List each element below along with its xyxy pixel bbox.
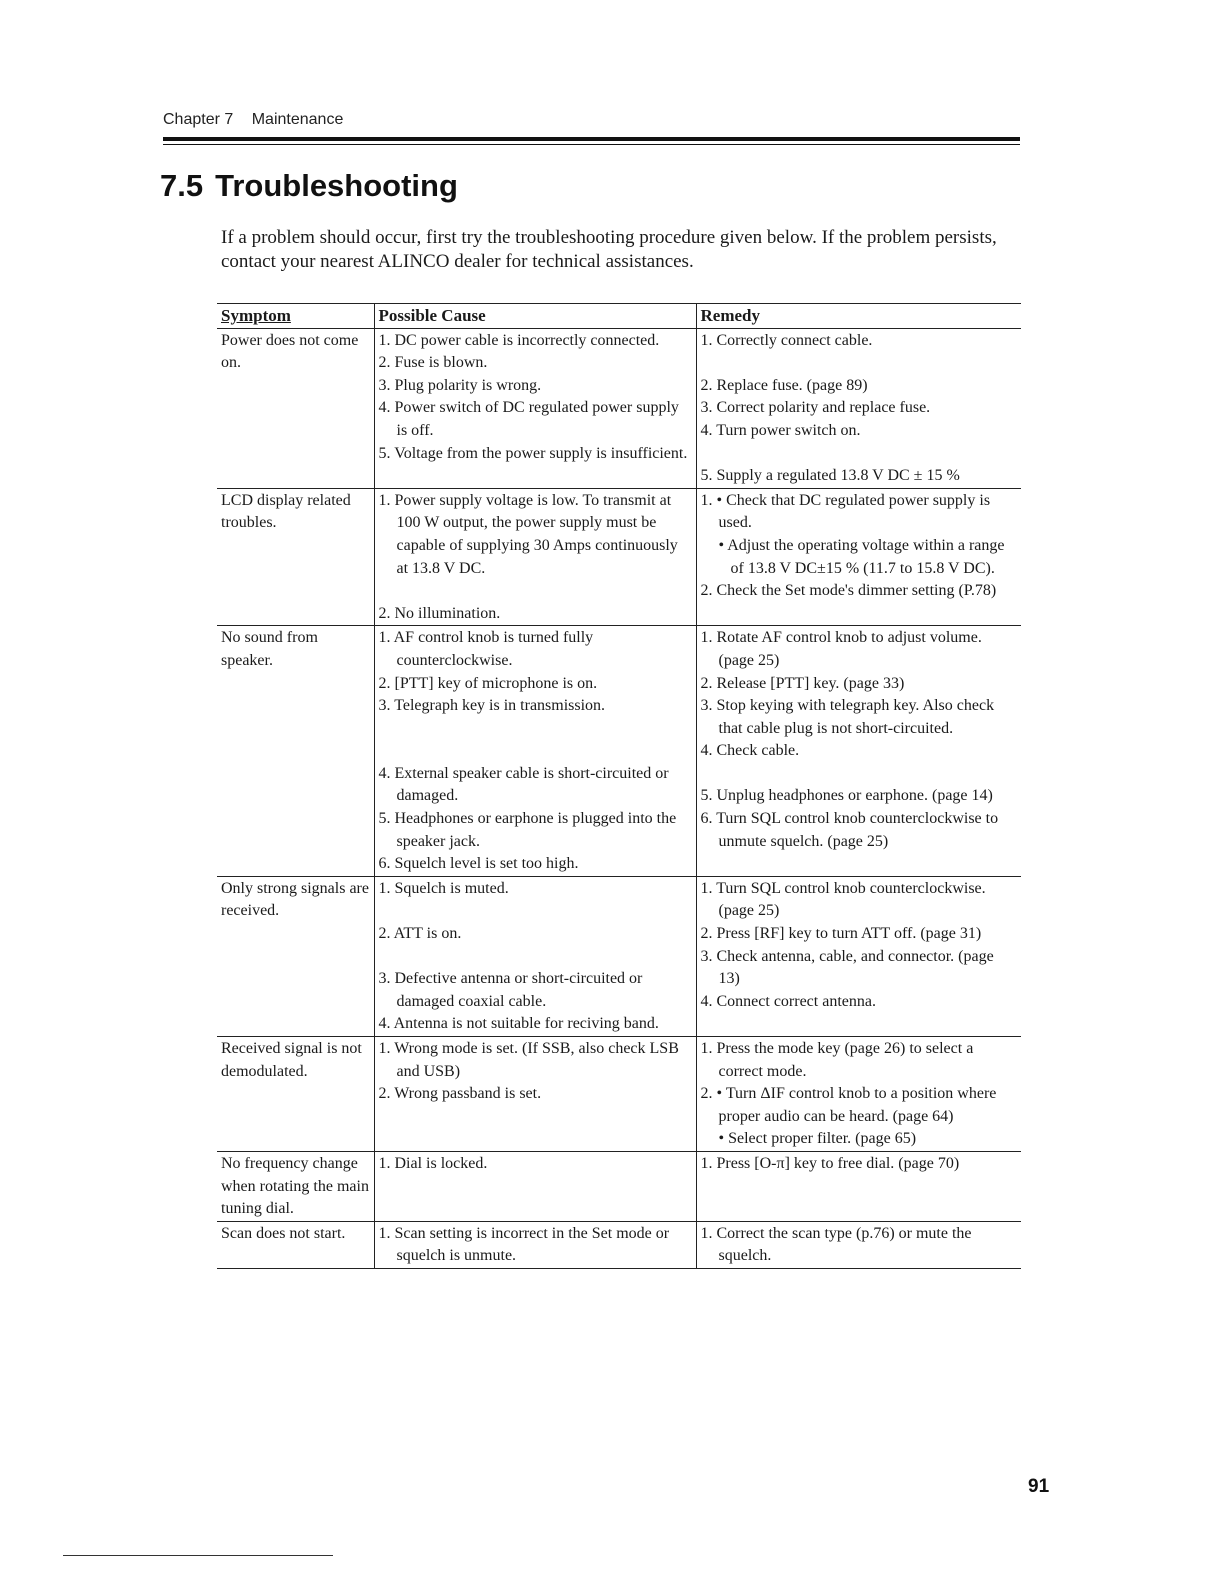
remedy-item: 1. Correctly connect cable. <box>700 331 873 349</box>
cause-cell <box>374 1037 696 1152</box>
remedy-item: 5. Unplug headphones or earphone. (page 14) <box>700 787 993 805</box>
symptom-cell: Power does not come on. <box>217 328 374 488</box>
remedy-item: 4. Turn power switch on. <box>700 421 861 439</box>
cause-header: Possible Cause <box>374 304 696 329</box>
cause-item: 2. Fuse is blown. <box>378 354 488 372</box>
cause-item: 2. Wrong passband is set. <box>378 1085 542 1103</box>
remedy-item: 1. Turn SQL control knob counterclockwise. (page 25) <box>700 879 986 920</box>
cause-item: 3. Plug polarity is wrong. <box>378 376 542 394</box>
symptom-header: Symptom <box>217 304 374 329</box>
header-rule-thin <box>163 144 1020 145</box>
symptom-cell: Scan does not start. <box>217 1221 374 1268</box>
remedy-item: 2. • Turn ΔIF control knob to a position where proper audio can be heard. (page 64) <box>700 1085 997 1125</box>
table-row <box>217 876 1021 1036</box>
cause-item: 2. ATT is on. <box>378 925 462 943</box>
remedy-item: 4. Check cable. <box>700 742 800 760</box>
remedy-cell <box>696 1221 1021 1268</box>
cause-item: 6. Squelch level is set too high. <box>378 855 579 873</box>
remedy-item: 1. Press [O‑π] key to free dial. (page 70) <box>700 1154 960 1172</box>
cause-cell <box>374 488 696 626</box>
remedy-cell <box>696 876 1021 1036</box>
remedy-cell <box>696 626 1021 877</box>
cause-item: 1. AF control knob is turned fully counterclockwise. <box>378 629 594 669</box>
remedy-item: 2. Release [PTT] key. (page 33) <box>700 674 905 692</box>
header-rule <box>163 137 1020 141</box>
table-row <box>217 1221 1021 1268</box>
cause-item: 4. Antenna is not suitable for reciving band. <box>378 1015 659 1033</box>
cause-item: 1. DC power cable is incorrectly connected. <box>378 331 660 349</box>
remedy-item: 2. Check the Set mode's dimmer setting (P.78) <box>700 582 997 600</box>
cause-item: 1. Dial is locked. <box>378 1154 488 1172</box>
intro-paragraph: If a problem should occur, first try the troubleshooting procedure given below. If the problem persists, contact your nearest ALINCO dealer for technical assistances. <box>221 227 997 272</box>
symptom-cell: Only strong signals are received. <box>217 876 374 1036</box>
symptom-cell: LCD display related troubles. <box>217 488 374 626</box>
footer-rule <box>63 1555 333 1556</box>
remedy-item: 1. • Check that DC regulated power supply is used. <box>700 491 991 532</box>
symptom-cell: No sound from speaker. <box>217 626 374 877</box>
cause-cell <box>374 1221 696 1268</box>
cause-item: 1. Squelch is muted. <box>378 879 509 897</box>
table-row <box>217 1037 1021 1152</box>
troubleshooting-table <box>217 303 1021 1269</box>
running-header <box>163 111 343 129</box>
cause-cell <box>374 1151 696 1221</box>
remedy-item: 2. Press [RF] key to turn ATT off. (page 31) <box>700 925 982 943</box>
remedy-item: 3. Correct polarity and replace fuse. <box>700 399 931 417</box>
cause-item: 1. Power supply voltage is low. To transmit at 100 W output, the power supply must be capable of supplying 30 Amps continuously at 13.8 V DC. <box>378 491 678 577</box>
table-row <box>217 626 1021 877</box>
remedy-item: 3. Check antenna, cable, and connector. (page 13) <box>700 947 994 988</box>
remedy-item: 2. Replace fuse. (page 89) <box>700 376 868 394</box>
remedy-cell <box>696 488 1021 626</box>
chapter-name: Maintenance <box>251 111 344 128</box>
remedy-item: 4. Connect correct antenna. <box>700 992 876 1010</box>
cause-item: 2. No illumination. <box>378 604 501 622</box>
cause-item: 4. Power switch of DC regulated power supply is off. <box>378 399 679 439</box>
cause-item: 5. Headphones or earphone is plugged into the speaker jack. <box>378 810 677 850</box>
remedy-bullet: • Select proper filter. (page 65) <box>718 1130 917 1148</box>
remedy-item: 1. Correct the scan type (p.76) or mute the squelch. <box>700 1224 972 1265</box>
symptom-cell: No frequency change when rotating the main tuning dial. <box>217 1151 374 1221</box>
table-header-row <box>217 304 1021 329</box>
cause-item: 3. Telegraph key is in transmission. <box>378 697 606 715</box>
table-row <box>217 1151 1021 1221</box>
cause-item: 1. Wrong mode is set. (If SSB, also check LSB and USB) <box>378 1040 679 1080</box>
remedy-header: Remedy <box>696 304 1021 329</box>
remedy-item: 3. Stop keying with telegraph key. Also check that cable plug is not short-circuited. <box>700 697 995 737</box>
cause-item: 1. Scan setting is incorrect in the Set mode or squelch is unmute. <box>378 1224 670 1265</box>
symptom-cell: Received signal is not demodulated. <box>217 1037 374 1152</box>
section-title-text: Troubleshooting <box>215 168 458 203</box>
cause-item: 4. External speaker cable is short-circuited or damaged. <box>378 764 669 805</box>
remedy-item: 1. Press the mode key (page 26) to select a correct mode. <box>700 1040 974 1080</box>
remedy-cell <box>696 328 1021 488</box>
cause-item: 3. Defective antenna or short-circuited or damaged coaxial cable. <box>378 970 643 1010</box>
remedy-item: 6. Turn SQL control knob counterclockwise to unmute squelch. (page 25) <box>700 810 999 850</box>
remedy-item: 5. Supply a regulated 13.8 V DC ± 15 % <box>700 467 960 485</box>
section-number: 7.5 <box>160 168 204 203</box>
cause-cell <box>374 876 696 1036</box>
cause-item: 5. Voltage from the power supply is insufficient. <box>378 444 688 462</box>
page-number: 91 <box>1028 1476 1050 1497</box>
remedy-cell <box>696 1151 1021 1221</box>
cause-cell <box>374 328 696 488</box>
table-row <box>217 488 1021 626</box>
section-title <box>160 168 458 204</box>
cause-item: 2. [PTT] key of microphone is on. <box>378 674 598 692</box>
chapter-label: Chapter 7 <box>163 111 234 128</box>
remedy-item: 1. Rotate AF control knob to adjust volume. (page 25) <box>700 629 982 669</box>
remedy-cell <box>696 1037 1021 1152</box>
cause-cell <box>374 626 696 877</box>
table-row <box>217 328 1021 488</box>
remedy-bullet: • Adjust the operating voltage within a range of 13.8 V DC±15 % (11.7 to 15.8 V DC). <box>718 536 1005 577</box>
